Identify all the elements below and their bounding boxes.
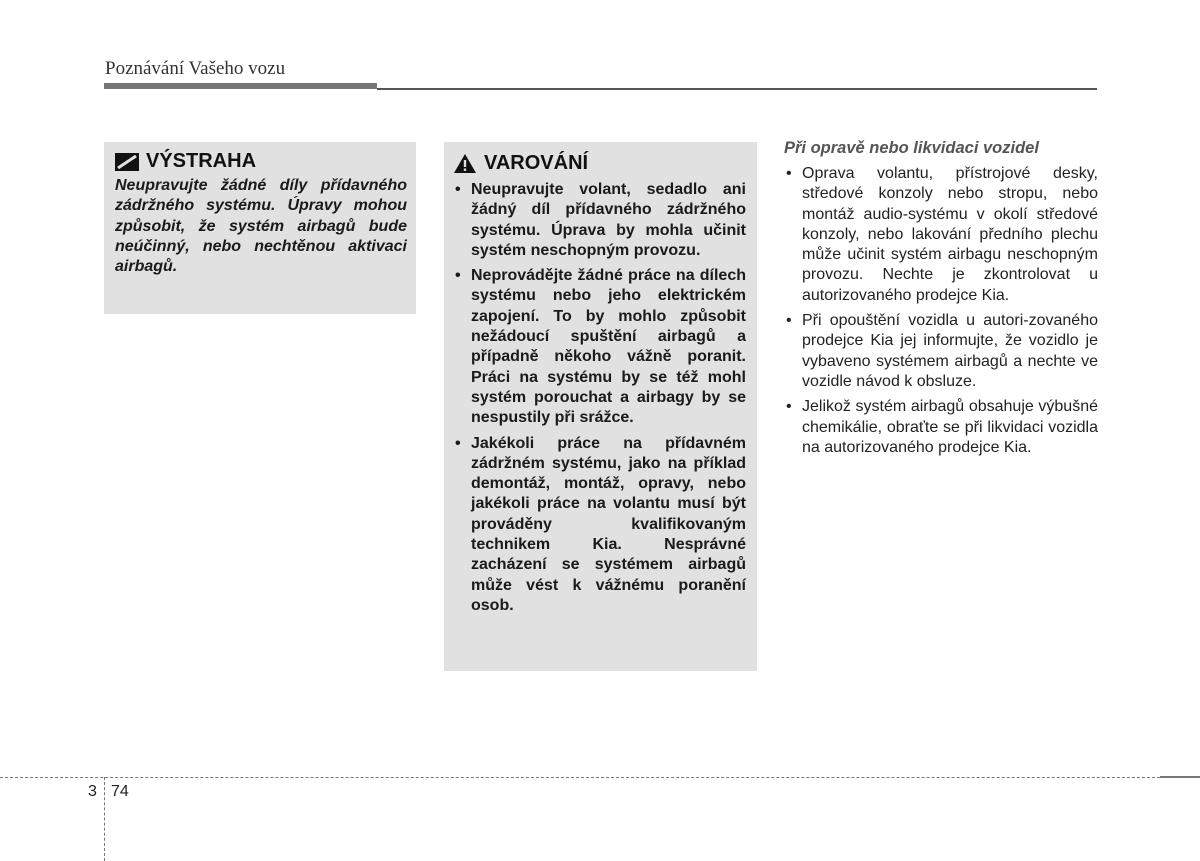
warning-box-heading [115,150,407,173]
repair-item: • Oprava volantu, přístrojové desky, středové konzoly nebo stropu, nebo montáž audio-systému v okolí středové konzoly, nebo lakování předního plechu může učinit systém airbagu neschopným provozu. Nechte je zkontrolovat u autorizovaného prodejce Kia. [786,165,1098,304]
caution-item: • Jakékoli práce na přídavném zádržném systému, jako na příklad demontáž, montáž, opravy, nebo jakékoli práce na volantu musí být prováděny kvalifikovaným technikem Kia. Nesprávné zacházení se systémem airbagů může vést k vážnému poranění osob. [455,434,746,614]
caution-item: • Neprovádějte žádné práce na dílech systému nebo jeho elektrickém zapojení. To by mohlo způsobit nežádoucí spuštění airbagů a případně někoho vážně poranit. Práci na systému by se též mohl systém porouchat a airbagy by se nespustily při srážce. [455,267,746,427]
footer-solid-rule [1160,776,1200,778]
section-number: 3 [88,783,97,800]
repair-item: • Jelikož systém airbagů obsahuje výbušné chemikálie, obraťte se při likvidaci vozidla na autorizovaného prodejce Kia. [786,398,1098,456]
caution-item: • Neupravujte volant, sedadlo ani žádný díl přídavného zádržného systému. Úprava by mohla učinit systém neschopným provozu. [455,181,746,259]
footer-dashed-rule [0,777,1200,778]
warning-box [104,142,416,314]
repair-item: • Při opouštění vozidla u autori-zovaného prodejce Kia jej informujte, že vozidlo je vybaveno systémem airbagů a nechte ve vozidle návod k obsluze. [786,312,1098,390]
repair-section-heading: Při opravě nebo likvidaci vozidel [784,139,1039,157]
repair-list [784,164,1098,458]
caution-heading-text: VAROVÁNÍ [484,152,589,174]
caution-box-heading [453,152,746,175]
page-number: 74 [111,783,129,800]
caution-list [453,180,746,616]
caution-box [444,142,757,671]
warning-heading-text: VÝSTRAHA [146,150,257,172]
warning-triangle-icon [453,153,477,174]
page-header-title: Poznávání Vašeho vozu [105,58,286,79]
footer-vertical-rule [104,777,105,861]
repair-section [784,139,1098,463]
warning-text: Neupravujte žádné díly přídavného zádržného systému. Úpravy mohou způsobit, že systém airbagů bude neúčinný, nebo nechtěnou aktivaci airbagů. [115,177,407,276]
no-entry-icon [115,153,139,171]
header-rule-thin [377,88,1097,90]
header-rule-thick [104,83,377,89]
